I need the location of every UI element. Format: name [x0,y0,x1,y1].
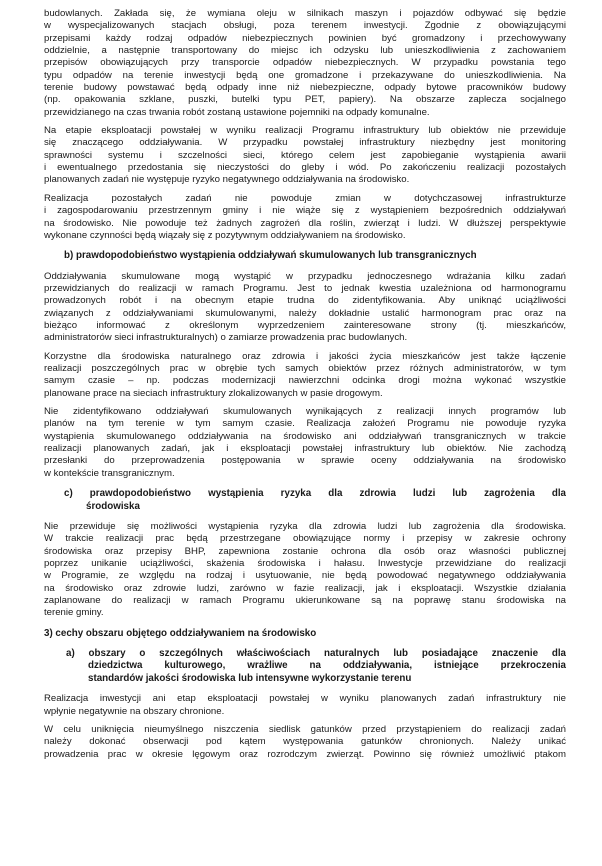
text-line: planowanych zadań nie występuje ryzyko negatywnego oddziaływania na środowisko. [44,174,410,186]
text-line: wykonane czynności będą wiązały się z pozytywnym oddziaływaniem na środowisko. [44,229,406,241]
text-line: wystąpienia skumulowanego oddziaływania na środowisko ani oddziaływań transgranicznych w trakcie [44,430,566,442]
text-line: się znaczącego oddziaływania. W przypadku powstałej infrastruktury niezbędny jest monitoring [44,137,566,149]
text-line: przepisów obowiązujących przy transporcie odpadów niebezpiecznych. W przypadku powstania tego [44,57,566,69]
text-line: typu odpadów na terenie inwestycji będą one gromadzone i przekazywane do unieszkodliwienia. Na [44,69,566,81]
text-line: przepisami każdy rodzaj odpadów niebezpiecznych powinien być gromadzony i przechowywany [44,32,566,44]
text-line: Realizacja pozostałych zadań nie powoduje zmian w dotychczasowej infrastrukturze [44,192,566,204]
paragraph-protected-areas [44,693,566,718]
text-line: administratorów sieci infrastrukturalnych) o zamiarze prowadzenia prac budowlanych. [44,332,408,344]
paragraph-species-protection [44,724,566,761]
heading-line: c) prawdopodobieństwo wystąpienia ryzyka dla zdrowia ludzi lub zagrożenia dla [64,488,566,500]
paragraph-exploitation-stage [44,125,566,187]
paragraph-health-risk [44,521,566,620]
text-line: W celu uniknięcia nieumyślnego niszczenia siedlisk gatunków przed przystąpieniem do realizacji zadań [44,723,566,735]
text-line: prowadzonych robót i na obecnym etapie trudna do zidentyfikowania. Aby uniknąć uciążliwości [44,295,566,307]
heading-line: standardów jakości środowiska lub intensywne wykorzystanie terenu [88,672,412,684]
heading-line: a) obszary o szczególnych właściwościach naturalnych lub posiadające znaczenie dla [66,648,566,660]
text-line: terenie gminy. [44,607,104,619]
text-line: zaplanowane do realizacji w ramach Programu ukierunkowane są na poprawę stanu środowiska na [44,594,566,606]
text-line: przesłanki do przeprowadzenia postępowania w sprawie oceny oddziaływania na środowisko [44,455,566,467]
text-line: Nie przewiduje się możliwości wystąpienia ryzyka dla zdrowia ludzi lub zagrożenia dla środowiska. [44,520,566,532]
paragraph-waste-management [44,8,566,119]
text-line: środowiska oraz przepisy BHP, zapewniona zostanie ochrona dla osób oraz własności publicznej [44,545,566,557]
text-line: przewidzianego na czas trwania robót zostaną ustawione pojemniki na odpady komunalne. [44,106,430,118]
text-line: poprzez unikanie uciążliwości, skażenia środowiska i hałasu. Inwestycje przewidziane do realizacji [44,557,566,569]
text-line: realizacji planowanych zadań, jak i eksploatacji powstałej infrastruktury lub obiektów. Nie zachodzą [44,443,566,455]
text-line: sprawności systemu i szczelności sieci, którego celem jest zapobieganie wystąpienia awarii [44,149,566,161]
heading-line: dziedzictwa kulturowego, wrażliwe na oddziaływania, istniejące przekroczenia [88,660,566,672]
text-line: na środowisko. Nie powoduje też żadnych zagrożeń dla roślin, zwierząt i ludzi. W dłuższej perspektywie [44,217,566,229]
section-heading-3: 3) cechy obszaru objętego oddziaływaniem na środowisko [44,627,317,639]
text-line: wpłynie negatywnie na obszary chronione. [44,705,225,717]
paragraph-cumulative-impacts [44,271,566,345]
text-line: planów na tym terenie w tym samym czasie. Realizacja założeń Programu nie powoduje ryzyka [44,418,566,430]
section-heading-a [44,648,566,685]
section-heading-c [44,488,566,513]
text-line: i zagospodarowaniu przestrzennym gminy i nie wiąże się z wystąpieniem bezpośrednich oddziaływań [44,205,566,217]
text-line: i ewentualnego przedostania się nieczystości do gleby i wód. Po zakończeniu realizacji pozostałych [44,162,566,174]
text-line: W trakcie realizacji prac będą przestrzegane obowiązujące normy i przepisy w zakresie ochrony [44,533,566,545]
text-line: na środowisko oraz zdrowie ludzi, zarówno w fazie realizacji, jak i eksploatacji. Wszystkie działania [44,582,566,594]
text-line: Oddziaływania skumulowane mogą wystąpić w przypadku jednoczesnego wdrażania kilku zadań [44,270,566,282]
text-line: prowadzenia prac w okresie lęgowym oraz rozrodczym zwierząt. Powinno się również umożliwić ptakom [44,748,566,760]
heading-line: środowiska [86,500,140,512]
text-line: Realizacja inwestycji ani etap eksploatacji powstałej w wyniku planowanych zadań infrastruktury nie [44,693,566,705]
text-line: samym czasie – np. podczas modernizacji nawierzchni odcinka drogi można wykonać wszystkie [44,375,566,387]
text-line: w Programie, ze względu na rodzaj i usytuowanie, nie będą powodować negatywnego oddziaływania [44,570,566,582]
text-line: budowlanych. Zakłada się, że wymiana oleju w silnikach maszyn i pojazdów odbywać się będzie [44,8,566,19]
text-line: terenie budowy powstawać będą odpady inne niż niebezpieczne, odpady bytowe pracowników budowy [44,82,566,94]
text-line: w kontekście transgranicznym. [44,467,175,479]
text-line: Na etapie eksploatacji powstałej w wyniku realizacji Programu infrastruktury lub obiektów nie przewiduje [44,125,566,137]
paragraph-benefits [44,351,566,400]
section-heading-b: b) prawdopodobieństwo wystąpienia oddziaływań skumulowanych lub transgranicznych [64,250,477,262]
text-line: oddzielnie, a następnie transportowany do miejsc ich odzysku lub unieszkodliwienia z zachowaniem [44,45,566,57]
text-line: przewidzianych do realizacji w ramach Programu. Jest to jednak kwestia uzależniona od harmonogramu [44,282,566,294]
text-line: w wyspecjalizowanych stacjach obsługi, poza terenem inwestycji. Zgodnie z obowiązującymi [44,20,566,32]
text-line: Korzystne dla środowiska naturalnego oraz zdrowia i jakości życia mieszkańców jest także łączenie [44,350,566,362]
text-line: Nie zidentyfikowano oddziaływań skumulowanych wynikających z realizacji innych programów lub [44,406,566,418]
text-line: (np. opakowania szklane, puszki, butelki typu PET, papiery). Na obszarze zaplecza socjalnego [44,94,566,106]
text-line: realizacji poszczególnych prac w obrębie tych samych obiektów przez różnych administratorów, w tym [44,363,566,374]
paragraph-other-tasks [44,193,566,242]
paragraph-no-cumulative [44,406,566,480]
text-line: związanych z oddziaływaniami skumulowanymi, należy dokładnie ustalić harmonogram prac oraz na [44,307,566,319]
text-line: należy dokonać obserwacji pod kątem występowania gatunków chronionych. Należy unikać [44,736,566,748]
text-line: bieżąco informować z określonym wyprzedzeniem zainteresowane strony (tj. mieszkańców, [44,319,566,331]
text-line: planowane prace na sieciach infrastruktury zlokalizowanych w pasie drogowym. [44,387,383,399]
